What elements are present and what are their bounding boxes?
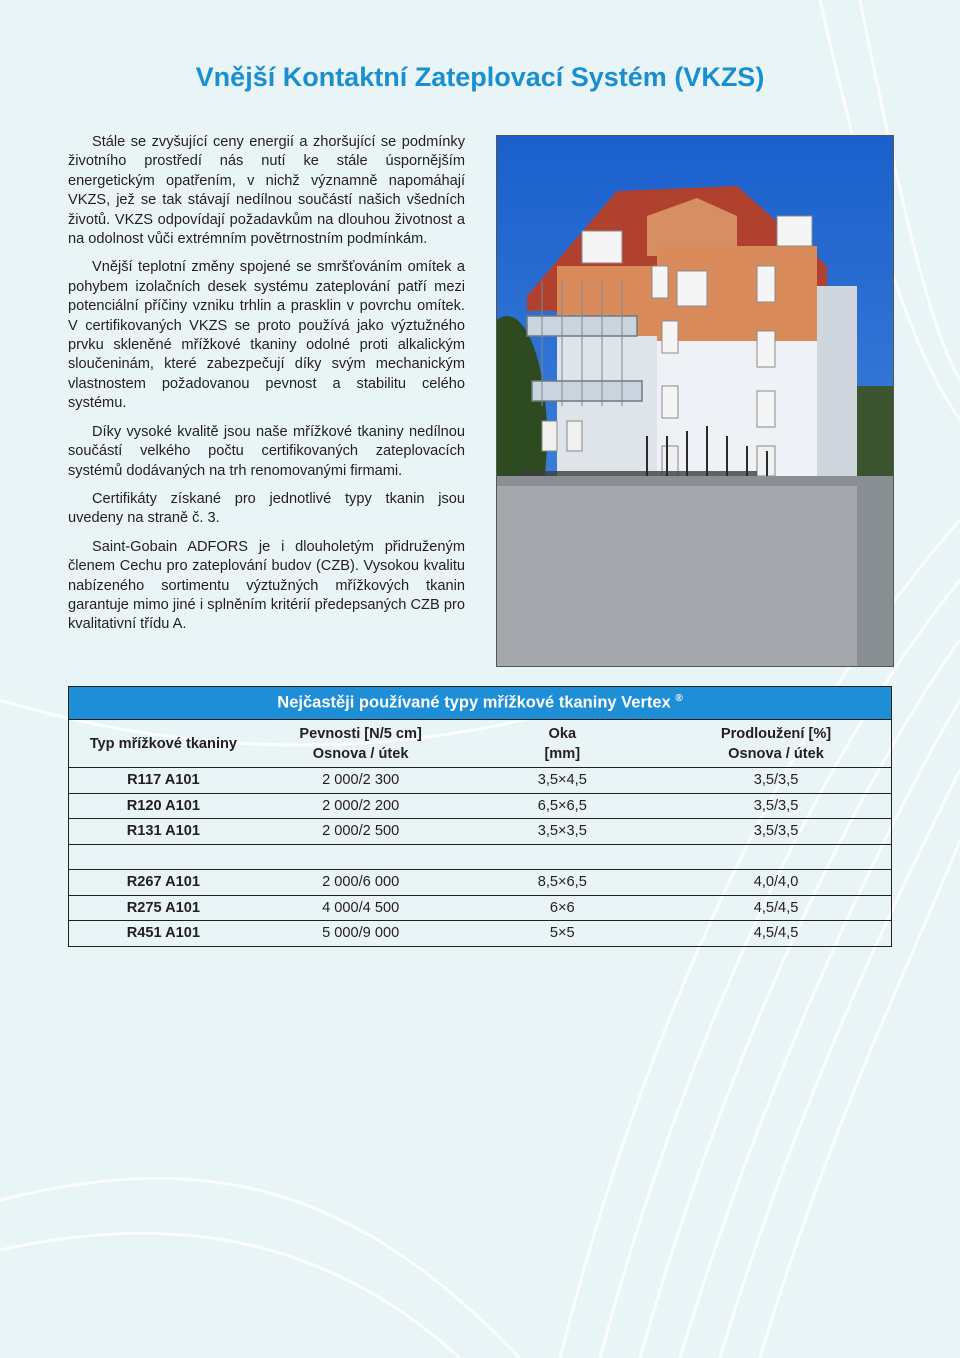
cell-typ: R267 A101 (69, 870, 258, 896)
header-pevnosti-line1: Pevnosti [N/5 cm] (299, 726, 422, 742)
cell-prodlouzeni: 3,5/3,5 (661, 768, 891, 794)
cell-prodlouzeni (661, 844, 891, 870)
cell-typ: R117 A101 (69, 768, 258, 794)
header-oka-line2: [mm] (544, 746, 581, 762)
cell-typ: R275 A101 (69, 895, 258, 921)
paragraph-3: Díky vysoké kvalitě jsou naše mřížkové tkaniny nedílnou součástí velkého počtu certifikovaných zateplovacích systémů dodávaných na trh renomovanými firmami. (68, 423, 465, 479)
page-title: Vnější Kontaktní Zateplovací Systém (VKZS) (195, 62, 765, 92)
paragraph-4: Certifikáty získané pro jednotlivé typy tkanin jsou uvedeny na straně č. 3. (68, 490, 465, 527)
header-typ-label: Typ mřížkové tkaniny (89, 736, 238, 752)
header-prodlouzeni-line2: Osnova / útek (728, 746, 824, 762)
cell-oka: 3,5×3,5 (464, 819, 662, 845)
building-photo (496, 135, 894, 667)
cell-oka: 6×6 (464, 895, 662, 921)
vertex-mesh-table-container (68, 686, 892, 947)
cell-pevnosti: 2 000/2 200 (258, 793, 464, 819)
table-caption (69, 687, 892, 720)
paragraph-1: Stále se zvyšující ceny energií a zhoršující se podmínky životního prostředí nás nutí ke stále úspornějším energetickým opatřením, v nichž významně napomáhají VKZS, jež se tak stávají nedílnou součástí našich všedních životů. VKZS odpovídají požadavkům na dlouhou životnost a na odolnost vůči extrémním povětrnostním podmínkám. (68, 134, 465, 248)
paragraph-2: Vnější teplotní změny spojené se smršťováním omítek a pohybem izolačních desek systému zateplování patří mezi potenciální příčiny vzniku trhlin a prasklin v povrchu omítek. V certifikovaných VKZS se proto používá jako výztužného prvku skleněné mřížkové tkaniny odolné proti alkalickým sloučeninám, které zabezpečují díky svým mechanickým vlastnostem požadovanou pevnost a stabilitu celého systému. (68, 259, 465, 412)
vertex-mesh-table (68, 686, 892, 947)
table-header-row (69, 720, 892, 768)
cell-pevnosti: 2 000/2 500 (258, 819, 464, 845)
header-oka (464, 720, 662, 768)
table-row (69, 793, 892, 819)
cell-pevnosti: 2 000/2 300 (258, 768, 464, 794)
intro-text (68, 133, 465, 635)
cell-pevnosti: 4 000/4 500 (258, 895, 464, 921)
header-prodlouzeni (661, 720, 891, 768)
cell-oka: 3,5×4,5 (464, 768, 662, 794)
cell-oka (464, 844, 662, 870)
cell-prodlouzeni: 3,5/3,5 (661, 793, 891, 819)
cell-prodlouzeni: 4,5/4,5 (661, 895, 891, 921)
cell-prodlouzeni: 3,5/3,5 (661, 819, 891, 845)
header-pevnosti-line2: Osnova / útek (312, 746, 409, 762)
cell-pevnosti (258, 844, 464, 870)
table-row (69, 870, 892, 896)
paragraph-5: Saint-Gobain ADFORS je i dlouholetým přidruženým členem Cechu pro zateplování budov (CZB). Vysokou kvalitu nabízeného sortimentu výztužných mřížkových tkanin garantuje mimo jiné i splněním kritérií předepsaných CZB pro kvalitativní třídu A. (68, 538, 465, 633)
cell-oka: 5×5 (464, 921, 662, 947)
cell-oka: 8,5×6,5 (464, 870, 662, 896)
header-oka-line1: Oka (548, 726, 577, 742)
cell-pevnosti: 5 000/9 000 (258, 921, 464, 947)
header-prodlouzeni-line1: Prodloužení [%] (720, 726, 832, 742)
table-row (69, 768, 892, 794)
registered-mark: ® (675, 693, 683, 705)
table-caption-text: Nejčastěji používané typy mřížkové tkaniny Vertex (277, 693, 671, 712)
cell-typ: R120 A101 (69, 793, 258, 819)
table-row (69, 819, 892, 845)
cell-prodlouzeni: 4,0/4,0 (661, 870, 891, 896)
header-pevnosti (258, 720, 464, 768)
table-row-empty (69, 844, 892, 870)
cell-oka: 6,5×6,5 (464, 793, 662, 819)
cell-pevnosti: 2 000/6 000 (258, 870, 464, 896)
cell-typ: R131 A101 (69, 819, 258, 845)
cell-typ (69, 844, 258, 870)
table-row (69, 921, 892, 947)
cell-typ: R451 A101 (69, 921, 258, 947)
table-row (69, 895, 892, 921)
header-typ (69, 720, 258, 768)
cell-prodlouzeni: 4,5/4,5 (661, 921, 891, 947)
